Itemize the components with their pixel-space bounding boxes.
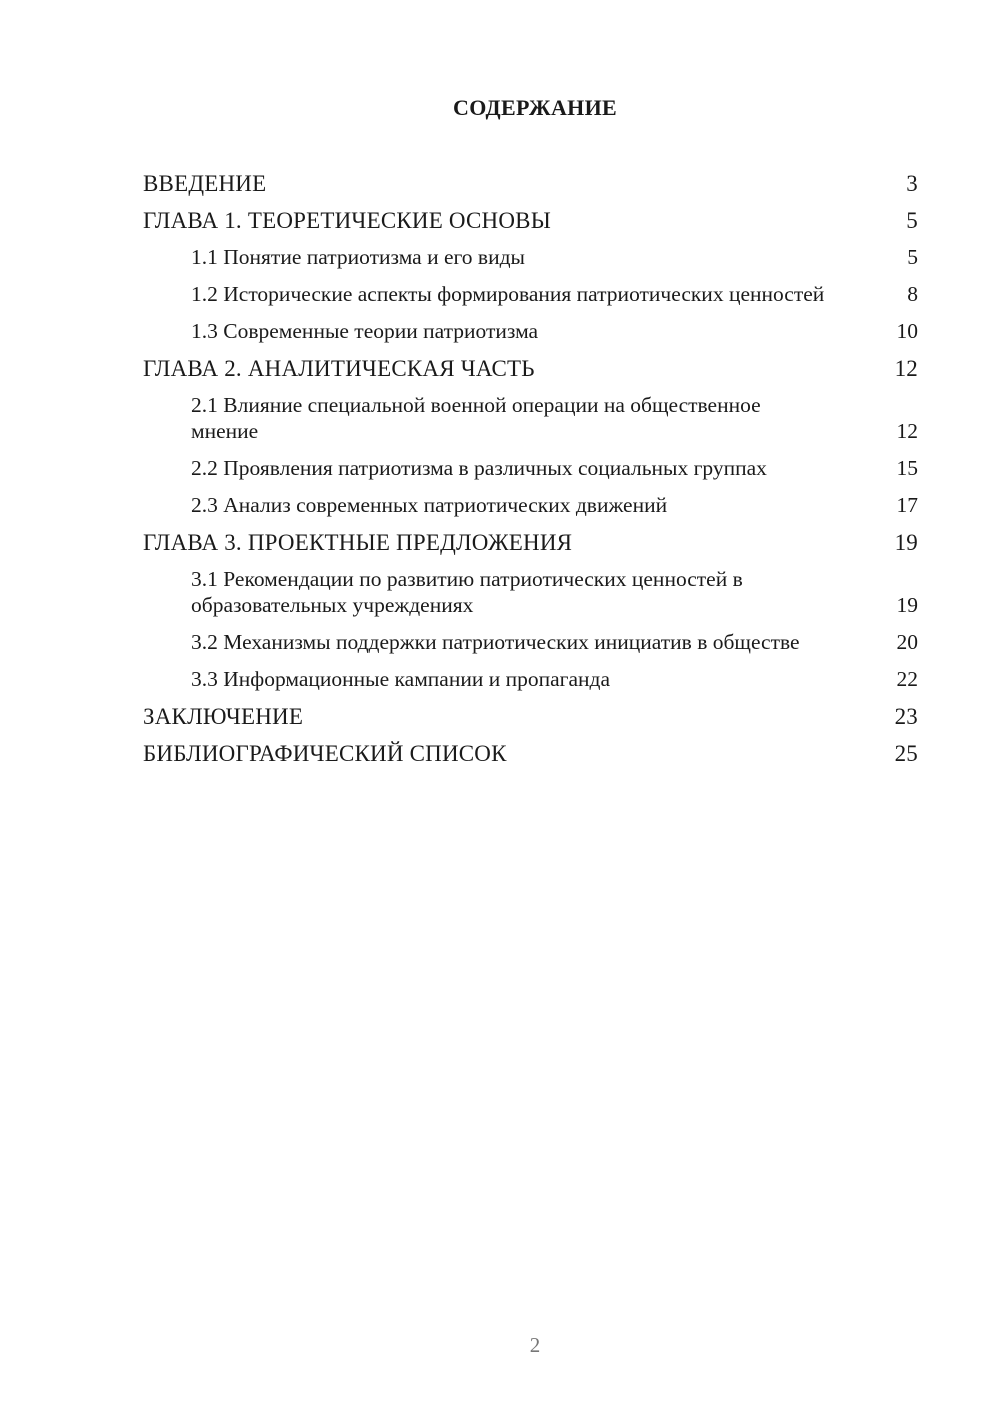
toc-entry-conclusion[interactable] — [143, 698, 918, 735]
toc-entry-section-1-2[interactable] — [143, 276, 918, 313]
toc-entry-label: 1.3 Современные теории патриотизма — [191, 319, 539, 343]
toc-entry-label: 3.2 Механизмы поддержки патриотических инициатив в обществе — [191, 630, 800, 654]
toc-entry-section-2-3[interactable] — [143, 487, 918, 524]
toc-entry-section-1-1[interactable] — [143, 239, 918, 276]
toc-entry-label: 1.1 Понятие патриотизма и его виды — [191, 245, 525, 269]
page-number: 2 — [529, 1333, 541, 1357]
toc-entry-page: 5 — [906, 208, 918, 233]
toc-entry-page: 17 — [896, 493, 918, 517]
toc-entry-introduction[interactable] — [143, 165, 918, 202]
toc-entry-page: 25 — [894, 741, 918, 766]
toc-entry-section-2-2[interactable] — [143, 450, 918, 487]
toc-entry-section-1-3[interactable] — [143, 313, 918, 350]
toc-entry-page: 19 — [894, 530, 918, 555]
table-of-contents — [143, 165, 918, 772]
toc-entry-page: 8 — [907, 282, 918, 306]
toc-entry-label: 2.3 Анализ современных патриотических движений — [191, 493, 668, 517]
toc-entry-page: 12 — [896, 419, 918, 443]
toc-entry-label: 2.2 Проявления патриотизма в различных социальных группах — [191, 456, 767, 480]
toc-entry-section-3-3[interactable] — [143, 661, 918, 698]
page-title: СОДЕРЖАНИЕ — [453, 95, 617, 120]
toc-entry-page: 3 — [906, 171, 918, 196]
toc-entry-label: ГЛАВА 3. ПРОЕКТНЫЕ ПРЕДЛОЖЕНИЯ — [143, 530, 573, 555]
toc-entry-section-3-2[interactable] — [143, 624, 918, 661]
toc-entry-label: БИБЛИОГРАФИЧЕСКИЙ СПИСОК — [143, 741, 507, 766]
toc-entry-chapter-3[interactable] — [143, 524, 918, 561]
toc-entry-page: 23 — [894, 704, 918, 729]
toc-entry-page: 19 — [896, 593, 918, 617]
toc-entry-label: 2.1 Влияние специальной военной операции на общественное мнение — [191, 393, 761, 443]
toc-entry-page: 15 — [896, 456, 918, 480]
toc-entry-page: 5 — [907, 245, 918, 269]
toc-entry-section-3-1[interactable] — [143, 561, 918, 624]
toc-entry-label: ГЛАВА 2. АНАЛИТИЧЕСКАЯ ЧАСТЬ — [143, 356, 535, 381]
toc-entry-chapter-2[interactable] — [143, 350, 918, 387]
toc-entry-label: 3.1 Рекомендации по развитию патриотических ценностей в образовательных учреждениях — [191, 567, 743, 617]
toc-entry-label: 1.2 Исторические аспекты формирования патриотических ценностей — [191, 282, 825, 306]
toc-entry-label: ЗАКЛЮЧЕНИЕ — [143, 704, 304, 729]
toc-entry-page: 10 — [896, 319, 918, 343]
toc-entry-label: ВВЕДЕНИЕ — [143, 171, 267, 196]
toc-entry-label: ГЛАВА 1. ТЕОРЕТИЧЕСКИЕ ОСНОВЫ — [143, 208, 551, 233]
toc-entry-page: 12 — [894, 356, 918, 381]
toc-entry-chapter-1[interactable] — [143, 202, 918, 239]
toc-entry-page: 22 — [896, 667, 918, 691]
toc-entry-section-2-1[interactable] — [143, 387, 918, 450]
toc-entry-bibliography[interactable] — [143, 735, 918, 772]
toc-entry-page: 20 — [896, 630, 918, 654]
toc-entry-label: 3.3 Информационные кампании и пропаганда — [191, 667, 611, 691]
